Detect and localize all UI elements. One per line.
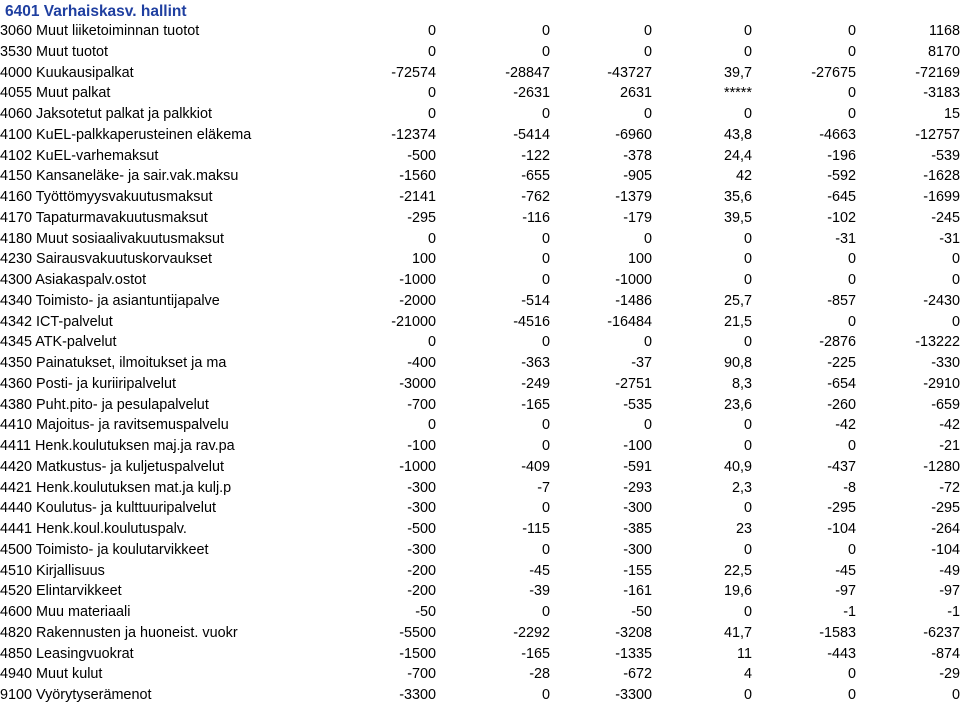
account-label: 4440 Koulutus- ja kulttuuripalvelut — [0, 500, 216, 517]
value-cell-col3: -1379 — [615, 189, 652, 205]
value-cell-col6: -539 — [931, 147, 960, 164]
value-cell-col2: 0 — [541, 230, 550, 247]
value-cell-col4: 25,7 — [723, 292, 752, 309]
value-cell-col6: -104 — [931, 541, 960, 558]
value-cell-col3: -3300 — [615, 687, 652, 703]
value-cell-col4: 0 — [743, 106, 752, 122]
account-label: 4940 Muut kulut — [0, 666, 103, 683]
value-cell-col5: 0 — [847, 85, 856, 102]
value-cell-col4: 0 — [743, 23, 752, 39]
table-row — [0, 644, 960, 665]
table-row — [0, 332, 960, 353]
value-cell-col4: 0 — [743, 604, 752, 620]
value-cell-col4: 0 — [743, 687, 752, 703]
table-row — [0, 291, 960, 312]
value-cell-col5: 0 — [847, 106, 856, 122]
table-row — [0, 270, 960, 291]
account-label: 4411 Henk.koulutuksen maj.ja rav.pa — [0, 438, 235, 454]
value-cell-col1: -500 — [407, 521, 436, 537]
value-cell-col3: -1486 — [615, 292, 652, 309]
value-cell-col2: 0 — [541, 541, 550, 558]
value-cell-col1: 0 — [427, 23, 436, 39]
value-cell-col2: -165 — [521, 645, 550, 662]
value-cell-col4: 0 — [743, 272, 752, 288]
account-label: 3530 Muut tuotot — [0, 43, 109, 60]
value-cell-col3: -378 — [623, 147, 652, 164]
value-cell-col1: 0 — [427, 334, 436, 351]
table-row — [0, 42, 960, 63]
value-cell-col5: -27675 — [811, 64, 856, 81]
value-cell-col3: 100 — [627, 251, 652, 268]
table-row — [0, 374, 960, 395]
value-cell-col2: 0 — [541, 23, 550, 39]
value-cell-col3: -672 — [623, 666, 652, 683]
account-label: 4820 Rakennusten ja huoneist. vuokr — [0, 624, 238, 641]
value-cell-col2: -45 — [529, 562, 550, 579]
value-cell-col3: -179 — [623, 209, 652, 226]
value-cell-col6: -97 — [939, 583, 960, 600]
value-cell-col3: -293 — [623, 479, 652, 496]
value-cell-col4: 0 — [743, 334, 752, 351]
value-cell-col6: -1 — [947, 604, 960, 620]
value-cell-col2: -363 — [521, 355, 550, 371]
value-cell-col5: 0 — [847, 313, 856, 330]
value-cell-col6: -31 — [939, 230, 960, 247]
account-label: 4102 KuEL-varhemaksut — [0, 147, 159, 164]
value-cell-col4: 0 — [743, 251, 752, 268]
value-cell-col6: -3183 — [923, 85, 960, 102]
value-cell-col1: -2141 — [399, 189, 436, 205]
value-cell-col1: -1000 — [399, 458, 436, 475]
value-cell-col5: 0 — [847, 666, 856, 683]
value-cell-col6: -245 — [931, 209, 960, 226]
value-cell-col3: -2751 — [615, 375, 652, 392]
account-label: 4230 Sairausvakuutuskorvaukset — [0, 251, 212, 268]
value-cell-col6: -1699 — [923, 189, 960, 205]
value-cell-col2: -39 — [529, 583, 550, 600]
value-cell-col3: -905 — [623, 168, 652, 185]
value-cell-col5: -437 — [827, 458, 856, 475]
value-cell-col5: 0 — [847, 272, 856, 288]
value-cell-col5: -104 — [827, 521, 856, 537]
value-cell-col3: 0 — [643, 334, 652, 351]
account-label: 4160 Työttömyysvakuutusmaksut — [0, 189, 213, 205]
table-row — [0, 602, 960, 623]
value-cell-col5: -260 — [827, 396, 856, 413]
value-cell-col6: -295 — [931, 500, 960, 517]
value-cell-col2: -655 — [521, 168, 550, 185]
account-label: 4421 Henk.koulutuksen mat.ja kulj.p — [0, 479, 232, 496]
table-row — [0, 353, 960, 374]
value-cell-col1: -100 — [407, 438, 436, 454]
account-label: 4100 KuEL-palkkaperusteinen eläkema — [0, 126, 252, 143]
value-cell-col4: 11 — [737, 645, 752, 662]
table-row — [0, 436, 960, 457]
value-cell-col1: 0 — [427, 230, 436, 247]
value-cell-col6: -874 — [931, 645, 960, 662]
value-cell-col1: -2000 — [399, 292, 436, 309]
value-cell-col6: 15 — [943, 106, 960, 122]
value-cell-col1: -300 — [407, 500, 436, 517]
account-label: 4055 Muut palkat — [0, 85, 111, 102]
account-label: 4150 Kansaneläke- ja sair.vak.maksu — [0, 168, 239, 185]
value-cell-col1: 0 — [427, 85, 436, 102]
value-cell-col6: -1628 — [923, 168, 960, 185]
value-cell-col4: 0 — [743, 438, 752, 454]
value-cell-col2: -249 — [521, 375, 550, 392]
value-cell-col2: -122 — [521, 147, 550, 164]
value-cell-col2: -409 — [521, 458, 550, 475]
value-cell-col2: -2292 — [513, 624, 550, 641]
account-label: 4350 Painatukset, ilmoitukset ja ma — [0, 355, 227, 371]
value-cell-col2: -5414 — [513, 126, 550, 143]
value-cell-col4: 41,7 — [723, 624, 752, 641]
value-cell-col1: -1500 — [399, 645, 436, 662]
value-cell-col2: -115 — [522, 521, 550, 537]
value-cell-col2: -116 — [522, 209, 550, 226]
value-cell-col6: 0 — [951, 313, 960, 330]
value-cell-col3: 0 — [643, 106, 652, 122]
value-cell-col1: -300 — [407, 479, 436, 496]
table-row — [0, 498, 960, 519]
table-row — [0, 415, 960, 436]
value-cell-col2: 0 — [541, 251, 550, 268]
value-cell-col5: -196 — [827, 147, 856, 164]
account-label: 4000 Kuukausipalkat — [0, 64, 134, 81]
table-row — [0, 457, 960, 478]
value-cell-col2: 0 — [541, 272, 550, 288]
value-cell-col6: -72 — [939, 479, 960, 496]
value-cell-col3: -50 — [631, 604, 652, 620]
table-row — [0, 581, 960, 602]
account-label: 3060 Muut liiketoiminnan tuotot — [0, 23, 200, 39]
value-cell-col6: -72169 — [915, 64, 960, 81]
value-cell-col1: -700 — [407, 396, 436, 413]
value-cell-col2: -165 — [521, 396, 550, 413]
value-cell-col1: -50 — [415, 604, 436, 620]
value-cell-col6: -29 — [939, 666, 960, 683]
value-cell-col4: 0 — [743, 230, 752, 247]
value-cell-col1: -200 — [407, 562, 436, 579]
table-row — [0, 104, 960, 125]
value-cell-col2: -514 — [521, 292, 550, 309]
value-cell-col5: -654 — [827, 375, 856, 392]
value-cell-col3: 0 — [643, 230, 652, 247]
value-cell-col1: -3300 — [399, 687, 436, 703]
account-label: 4410 Majoitus- ja ravitsemuspalvelu — [0, 417, 229, 434]
value-cell-col6: -2430 — [923, 292, 960, 309]
value-cell-col6: 0 — [951, 272, 960, 288]
value-cell-col5: 0 — [847, 43, 856, 60]
value-cell-col5: -42 — [835, 417, 856, 434]
table-row — [0, 540, 960, 561]
value-cell-col2: -4516 — [513, 313, 550, 330]
value-cell-col5: -45 — [835, 562, 856, 579]
value-cell-col4: 42 — [735, 168, 752, 185]
value-cell-col4: 24,4 — [723, 147, 752, 164]
value-cell-col6: 0 — [951, 251, 960, 268]
value-cell-col2: 0 — [541, 417, 550, 434]
value-cell-col3: -100 — [623, 438, 652, 454]
value-cell-col3: -591 — [623, 458, 652, 475]
account-label: 4380 Puht.pito- ja pesulapalvelut — [0, 396, 209, 413]
value-cell-col3: -37 — [631, 355, 652, 371]
value-cell-col3: 0 — [643, 417, 652, 434]
value-cell-col3: -161 — [623, 583, 652, 600]
table-row — [0, 312, 960, 333]
account-label: 4342 ICT-palvelut — [0, 313, 113, 330]
value-cell-col3: -300 — [623, 500, 652, 517]
value-cell-col1: -3000 — [399, 375, 436, 392]
value-cell-col4: 40,9 — [723, 458, 752, 475]
value-cell-col1: -700 — [407, 666, 436, 683]
value-cell-col5: 0 — [847, 23, 856, 39]
value-cell-col1: -295 — [407, 209, 436, 226]
value-cell-col3: -155 — [623, 562, 652, 579]
value-cell-col1: -400 — [407, 355, 436, 371]
table-row — [0, 21, 960, 42]
value-cell-col1: -500 — [407, 147, 436, 164]
value-cell-col5: 0 — [847, 541, 856, 558]
table-row — [0, 208, 960, 229]
value-cell-col1: 0 — [427, 43, 436, 60]
table-row — [0, 166, 960, 187]
value-cell-col2: 0 — [541, 687, 550, 703]
value-cell-col4: 8,3 — [731, 375, 752, 392]
account-label: 4360 Posti- ja kuriiripalvelut — [0, 375, 176, 392]
value-cell-col2: 0 — [541, 438, 550, 454]
value-cell-col6: 8170 — [927, 43, 960, 60]
value-cell-col4: 0 — [743, 417, 752, 434]
value-cell-col2: 0 — [541, 43, 550, 60]
value-cell-col1: 0 — [427, 106, 436, 122]
value-cell-col5: 0 — [847, 438, 856, 454]
value-cell-col5: -443 — [827, 645, 856, 662]
table-row — [0, 63, 960, 84]
value-cell-col6: -1280 — [923, 458, 960, 475]
value-cell-col5: -1 — [843, 604, 856, 620]
value-cell-col2: 0 — [541, 106, 550, 122]
value-cell-col6: -659 — [931, 396, 960, 413]
value-cell-col2: -2631 — [513, 85, 550, 102]
budget-table — [0, 21, 960, 706]
value-cell-col1: 100 — [411, 251, 436, 268]
value-cell-col2: 0 — [541, 604, 550, 620]
value-cell-col4: 43,8 — [723, 126, 752, 143]
value-cell-col6: 1168 — [929, 23, 960, 39]
value-cell-col2: 0 — [541, 500, 550, 517]
value-cell-col6: -6237 — [923, 624, 960, 641]
value-cell-col5: -102 — [827, 209, 856, 226]
value-cell-col4: 39,7 — [723, 64, 752, 81]
value-cell-col3: -3208 — [615, 624, 652, 641]
value-cell-col6: -49 — [939, 562, 960, 579]
value-cell-col4: 0 — [743, 43, 752, 60]
value-cell-col5: -645 — [827, 189, 856, 205]
value-cell-col4: 39,5 — [723, 209, 752, 226]
value-cell-col5: -225 — [827, 355, 856, 371]
value-cell-col1: -21000 — [391, 313, 436, 330]
value-cell-col5: -97 — [835, 583, 856, 600]
section-title: 6401 Varhaiskasv. hallint — [5, 3, 187, 20]
table-row — [0, 249, 960, 270]
value-cell-col3: -43727 — [607, 64, 652, 81]
account-label: 4441 Henk.koul.koulutuspalv. — [0, 521, 187, 537]
value-cell-col4: 23 — [735, 521, 752, 537]
value-cell-col4: 2,3 — [731, 479, 752, 496]
value-cell-col6: -12757 — [915, 126, 960, 143]
value-cell-col5: -1583 — [819, 624, 856, 641]
value-cell-col1: -72574 — [391, 64, 436, 81]
table-row — [0, 478, 960, 499]
value-cell-col3: -535 — [623, 396, 652, 413]
value-cell-col6: -21 — [939, 438, 960, 454]
table-row — [0, 664, 960, 685]
value-cell-col2: -28 — [529, 666, 550, 683]
account-label: 4300 Asiakaspalv.ostot — [0, 272, 147, 288]
table-row — [0, 229, 960, 250]
value-cell-col5: -592 — [827, 168, 856, 185]
account-label: 4060 Jaksotetut palkat ja palkkiot — [0, 106, 212, 122]
value-cell-col4: 19,6 — [723, 583, 752, 600]
value-cell-col3: 0 — [643, 23, 652, 39]
value-cell-col5: -4663 — [819, 126, 856, 143]
budget-table-body — [0, 21, 960, 706]
value-cell-col6: -2910 — [923, 375, 960, 392]
account-label: 9100 Vyörytyserämenot — [0, 687, 152, 703]
account-label: 4420 Matkustus- ja kuljetuspalvelut — [0, 458, 224, 475]
value-cell-col4: 0 — [743, 541, 752, 558]
value-cell-col6: 0 — [951, 687, 960, 703]
value-cell-col3: -1335 — [615, 645, 652, 662]
account-label: 4170 Tapaturmavakuutusmaksut — [0, 209, 208, 226]
table-row — [0, 187, 960, 208]
value-cell-col4: 23,6 — [723, 396, 752, 413]
value-cell-col1: -12374 — [391, 126, 436, 143]
table-row — [0, 561, 960, 582]
value-cell-col3: -6960 — [615, 126, 652, 143]
account-label: 4180 Muut sosiaalivakuutusmaksut — [0, 230, 224, 247]
value-cell-col5: -8 — [843, 479, 856, 496]
account-label: 4340 Toimisto- ja asiantuntijapalve — [0, 292, 220, 309]
value-cell-col3: -385 — [623, 521, 652, 537]
account-label: 4510 Kirjallisuus — [0, 562, 105, 579]
value-cell-col6: -42 — [939, 417, 960, 434]
value-cell-col4: 21,5 — [723, 313, 752, 330]
value-cell-col1: -1000 — [399, 272, 436, 288]
value-cell-col2: 0 — [541, 334, 550, 351]
value-cell-col2: -762 — [521, 189, 550, 205]
value-cell-col2: -7 — [537, 479, 550, 496]
value-cell-col3: -1000 — [615, 272, 652, 288]
table-row — [0, 519, 960, 540]
account-label: 4500 Toimisto- ja koulutarvikkeet — [0, 541, 209, 558]
account-label: 4345 ATK-palvelut — [0, 334, 117, 351]
value-cell-col6: -330 — [931, 355, 960, 371]
value-cell-col1: -200 — [407, 583, 436, 600]
value-cell-col1: -1560 — [399, 168, 436, 185]
value-cell-col4: 35,6 — [723, 189, 752, 205]
value-cell-col4: 0 — [743, 500, 752, 517]
value-cell-col3: -16484 — [607, 313, 652, 330]
value-cell-col4: ***** — [723, 85, 752, 102]
value-cell-col3: -300 — [623, 541, 652, 558]
value-cell-col1: -5500 — [399, 624, 436, 641]
value-cell-col3: 2631 — [619, 85, 652, 102]
value-cell-col2: -28847 — [505, 64, 550, 81]
value-cell-col4: 22,5 — [723, 562, 752, 579]
value-cell-col5: 0 — [847, 251, 856, 268]
value-cell-col4: 4 — [743, 666, 752, 683]
table-row — [0, 125, 960, 146]
table-row — [0, 83, 960, 104]
value-cell-col6: -13222 — [915, 334, 960, 351]
value-cell-col6: -264 — [931, 521, 960, 537]
value-cell-col1: 0 — [427, 417, 436, 434]
value-cell-col5: -31 — [835, 230, 856, 247]
value-cell-col1: -300 — [407, 541, 436, 558]
account-label: 4850 Leasingvuokrat — [0, 645, 134, 662]
table-row — [0, 623, 960, 644]
account-label: 4520 Elintarvikkeet — [0, 583, 122, 600]
value-cell-col5: -295 — [827, 500, 856, 517]
account-label: 4600 Muu materiaali — [0, 604, 131, 620]
table-row — [0, 395, 960, 416]
table-row — [0, 685, 960, 706]
table-row — [0, 146, 960, 167]
value-cell-col5: 0 — [847, 687, 856, 703]
value-cell-col5: -857 — [827, 292, 856, 309]
value-cell-col3: 0 — [643, 43, 652, 60]
value-cell-col4: 90,8 — [723, 355, 752, 371]
value-cell-col5: -2876 — [819, 334, 856, 351]
